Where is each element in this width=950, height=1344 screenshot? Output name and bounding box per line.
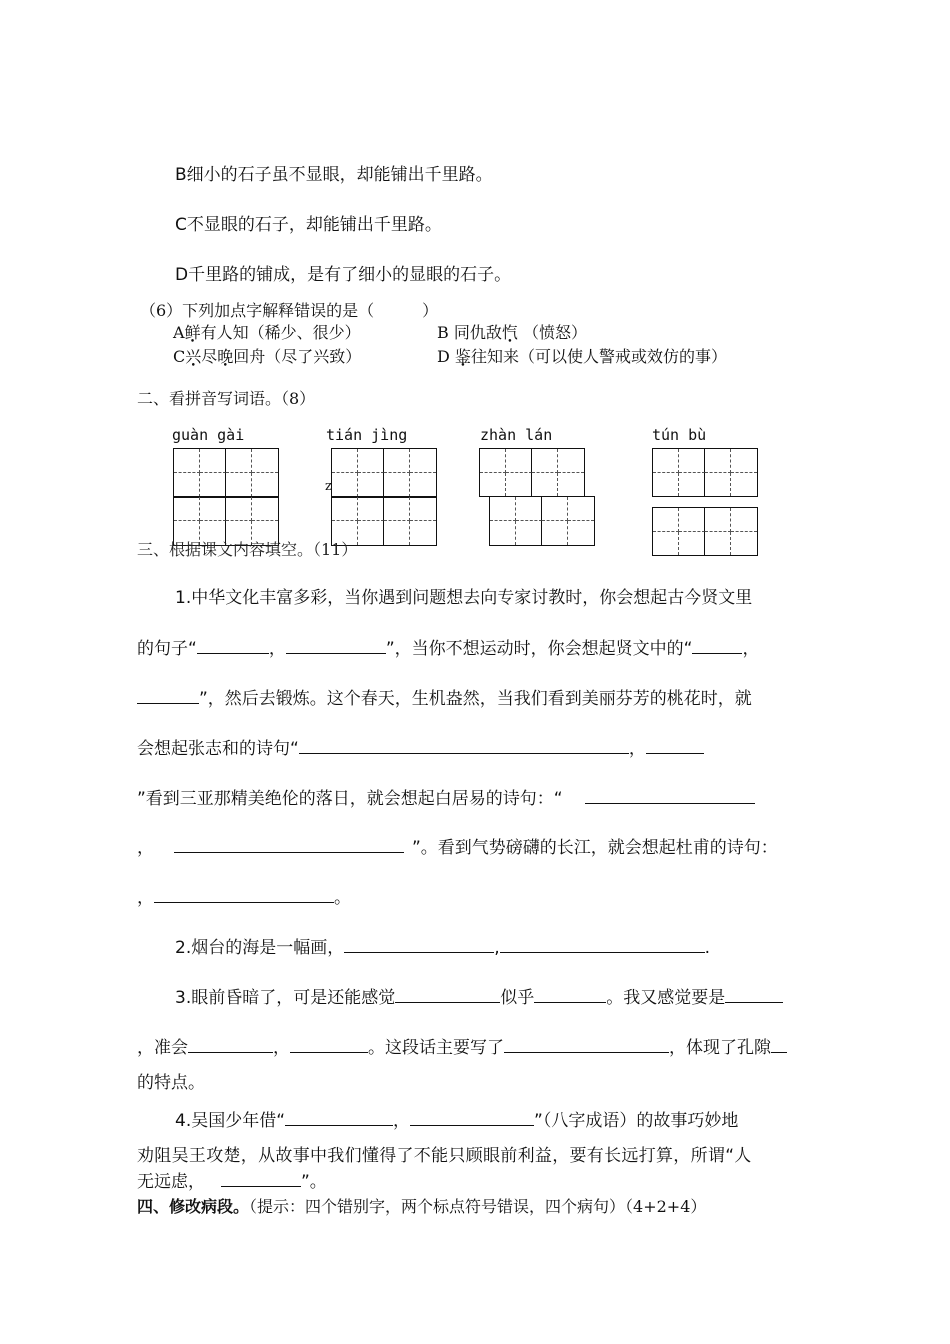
p3-line-2: ，准会 ， 。这段话主要写了 ，体现了孔隙 <box>137 1036 787 1059</box>
q5-option-d: D千里路的铺成，是有了细小的显眼的石子。 <box>175 265 512 285</box>
q6-option-d: D 鉴往知来（可以使人警戒或效仿的事） <box>437 347 727 366</box>
section-3-title: 三、根据课文内容填空。（11） <box>137 540 358 559</box>
fill-blank[interactable] <box>174 836 404 853</box>
q5-option-c: C不显眼的石子，却能铺出千里路。 <box>175 215 442 235</box>
emphasis-dot-char: 兴 <box>185 347 202 366</box>
emphasis-dot-char: 鉴 <box>454 347 471 366</box>
pinyin-1: guàn gài <box>172 426 245 444</box>
writing-grid[interactable] <box>652 507 758 556</box>
fill-blank[interactable] <box>154 886 334 903</box>
fill-blank[interactable] <box>285 1109 393 1126</box>
fill-blank[interactable] <box>692 637 742 654</box>
p1-line-5: ”看到三亚那精美绝伦的落日，就会想起白居易的诗句：“ <box>137 787 755 810</box>
fill-blank[interactable] <box>534 986 606 1003</box>
writing-grid[interactable] <box>173 448 279 498</box>
fill-blank[interactable] <box>646 737 704 754</box>
fill-blank[interactable] <box>221 1170 301 1187</box>
writing-grid[interactable] <box>489 496 595 546</box>
writing-grid[interactable] <box>652 448 758 497</box>
fill-blank[interactable] <box>290 1036 368 1053</box>
p4-line-1: 4.吴国少年借“ ， ”（八字成语）的故事巧妙地 <box>175 1111 739 1131</box>
q6-option-b: B 同仇敌忾 （愤怒） <box>437 323 587 342</box>
p1-line-3: ”，然后去锻炼。这个春天，生机盎然，当我们看到美丽芬芳的桃花时，就 <box>137 687 752 710</box>
p1-line-2: 的句子“ ， ”，当你不想运动时，你会想起贤文中的“ ， <box>137 639 760 659</box>
p4-line-2: 劝阻吴王攻楚，从故事中我们懂得了不能只顾眼前利益，要有长远打算，所谓“人 <box>137 1146 752 1166</box>
emphasis-dot-char: 晚 <box>217 347 234 366</box>
q6-option-a: A鲜有人知（稀少、很少） <box>173 323 361 342</box>
writing-grid[interactable] <box>479 448 585 497</box>
fill-blank[interactable] <box>410 1109 534 1126</box>
q6-option-c: C兴尽晚回舟（尽了兴致） <box>173 347 362 366</box>
section-4-hint: （提示：四个错别字，两个标点符号错误，四个病句）（4+2+4） <box>249 1197 707 1216</box>
fill-blank[interactable] <box>299 737 629 754</box>
p1-line-4: 会想起张志和的诗句“ ， <box>137 737 704 760</box>
fill-blank[interactable] <box>500 936 705 953</box>
section-2-title: 二、看拼音写词语。（8） <box>137 389 316 408</box>
q6-stem: （6）下列加点字解释错误的是（ ） <box>140 301 439 320</box>
fill-blank[interactable] <box>504 1036 669 1053</box>
fill-blank[interactable] <box>137 687 199 704</box>
p2-line: 2.烟台的海是一幅画， , . <box>175 938 711 958</box>
fill-blank[interactable] <box>585 787 755 804</box>
writing-grid[interactable] <box>331 448 437 498</box>
fill-blank[interactable] <box>344 936 494 953</box>
fill-blank[interactable] <box>286 637 386 654</box>
section-4-heading <box>137 1196 706 1218</box>
fill-blank[interactable] <box>395 986 500 1003</box>
p3-line-3: 的特点。 <box>137 1073 205 1093</box>
p4-line-3: 无远虑， ”。 <box>137 1172 327 1192</box>
p3-line-1: 3.眼前昏暗了，可是还能感觉 似乎 。我又感觉要是 <box>175 986 783 1009</box>
stray-mark: z <box>325 479 332 494</box>
section-4-title: 四、修改病段。 <box>137 1197 250 1216</box>
p1-line-1: 1.中华文化丰富多彩，当你遇到问题想去向专家讨教时，你会想起古今贤文里 <box>175 588 753 608</box>
emphasis-dot-char: 鲜 <box>184 323 201 342</box>
emphasis-dot-char: 忾 <box>501 323 518 342</box>
fill-blank[interactable] <box>197 637 269 654</box>
fill-blank[interactable] <box>725 986 783 1003</box>
q5-option-b: B细小的石子虽不显眼，却能铺出千里路。 <box>175 165 493 185</box>
pinyin-3: zhàn lán <box>480 426 553 444</box>
pinyin-4: tún bù <box>652 426 707 444</box>
p1-line-7: ， 。 <box>137 888 351 908</box>
pinyin-2: tián jìng <box>326 426 408 444</box>
p1-line-6: ， ”。看到气势磅礴的长江，就会想起杜甫的诗句： <box>137 838 778 858</box>
fill-blank[interactable] <box>188 1036 273 1053</box>
fill-blank[interactable] <box>771 1036 787 1053</box>
